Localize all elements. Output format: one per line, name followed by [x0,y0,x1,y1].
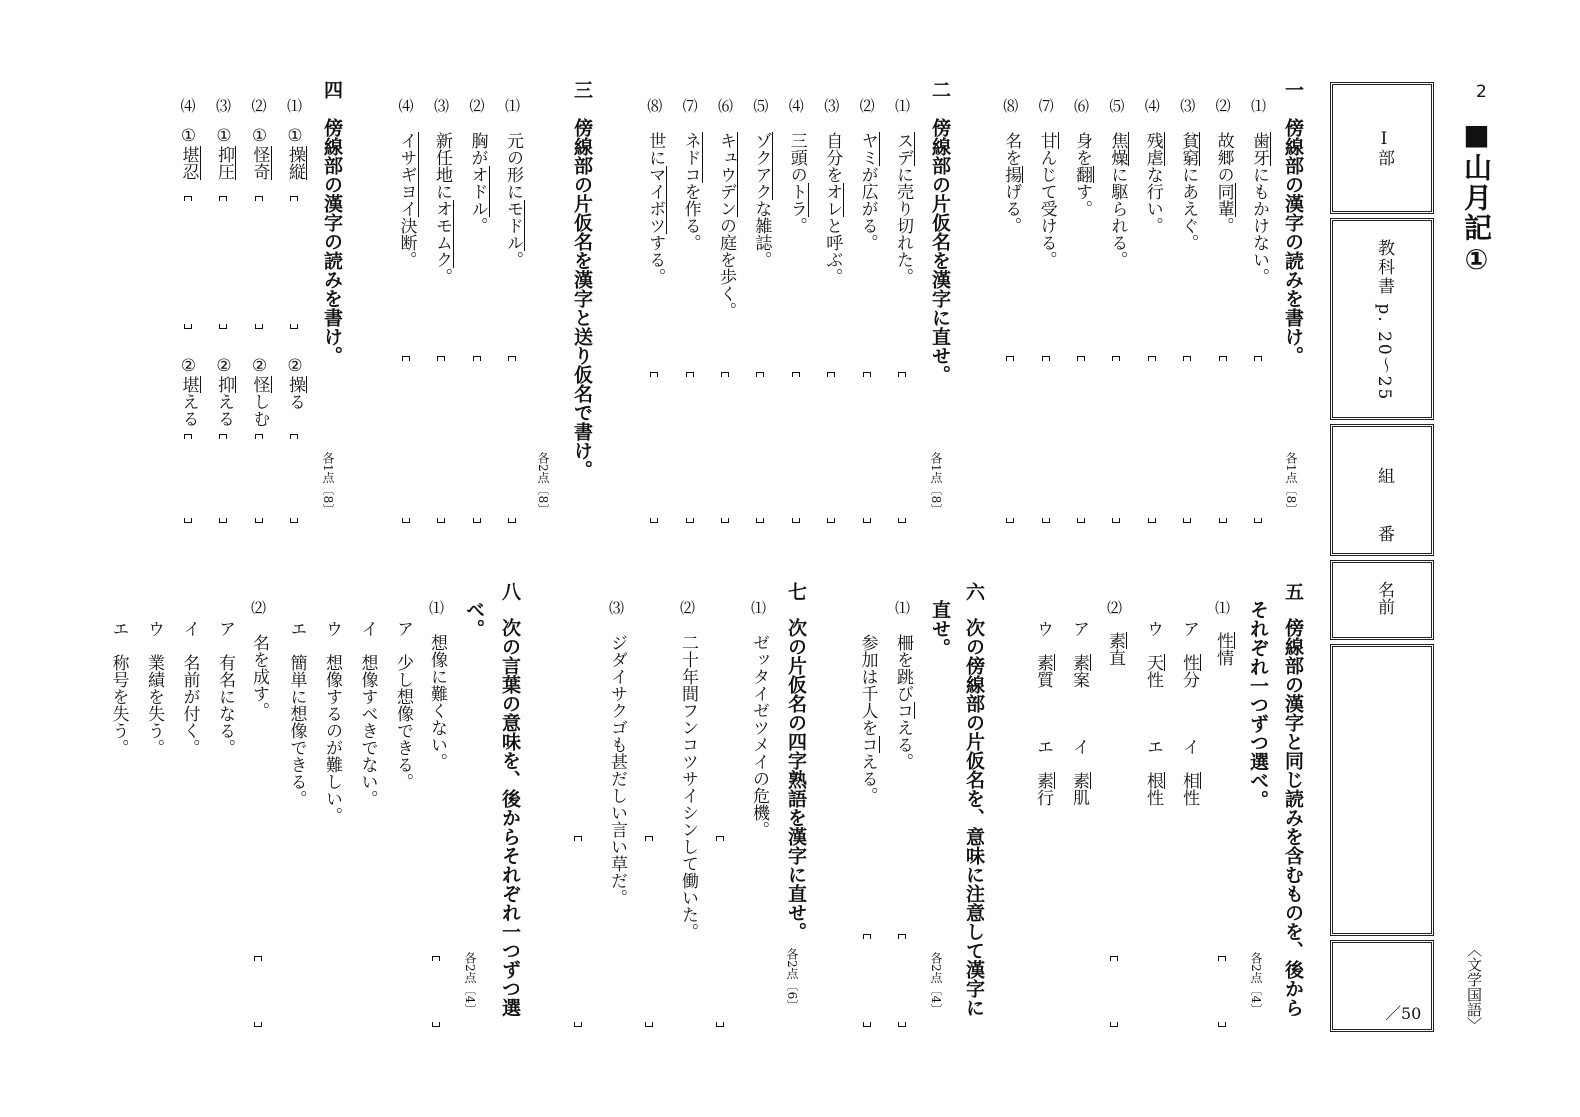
score-box [1330,940,1434,1032]
underlined-term: 素 [1105,632,1125,649]
section-2-item: 世にマイボツする。 [645,132,666,285]
section-7-item-number: ⑴ [749,600,767,615]
section-5-q2-answer-blank[interactable] [1106,956,1122,1027]
section-3-item: 新任地にオモムク。 [432,132,452,285]
section-7-item: ジダイサクゴも甚だしい言い草だ。 [607,634,627,906]
section-5-q1-number: ⑴ [1213,600,1231,615]
section-7-item-number: ⑵ [678,600,696,615]
subject-label: 〈文学国語〉 [1465,942,1483,1032]
section-8-q2-phrase: 名を成す。 [249,634,269,719]
section-3-answer-blank[interactable] [504,356,520,523]
section-2-item-number: ⑸ [751,98,770,113]
section-8-q2-option[interactable]: イ 名前が付く。 [179,620,200,756]
section-4-answer-blank-b[interactable] [215,434,231,523]
section-6-answer-blank[interactable] [859,934,875,1027]
section-3-item: 胸がオドル。 [467,132,488,234]
section-8-q2-answer-blank[interactable] [250,956,266,1027]
section-3-instruction: 傍線部の片仮名を漢字と送り仮名で書け。 [571,118,593,479]
section-8-q1-option[interactable]: ウ 想像するのが難しい。 [322,620,342,824]
part-box [1330,82,1434,214]
section-4-word-b: ②操る [285,356,305,410]
underlined-term: ヤミ [857,132,878,166]
section-5-q2-option[interactable]: イ 素肌 [1069,738,1089,806]
section-8-q1-option[interactable]: ア 少し想像できる。 [393,620,413,790]
section-5-instruction-line2: それぞれ一つずつ選べ。 [1247,600,1269,809]
section-8-q2-option[interactable]: ア 有名になる。 [215,620,235,756]
section-3-answer-blank[interactable] [433,356,449,523]
page-number: 2 [1476,82,1487,102]
section-8-q1-number: ⑴ [427,600,445,615]
section-4-word-b: ②怪しむ [249,356,270,427]
name-label: 名前 [1374,581,1394,615]
section-1-answer-blank[interactable] [1002,356,1018,523]
section-2-item: キュウデンの庭を歩く。 [716,132,736,319]
section-2-answer-blank[interactable] [823,372,839,523]
section-2-item: 三頭のトラ。 [786,132,807,234]
section-1-item: 名を揚げる。 [1001,132,1022,234]
section-2-item-number: ⑹ [716,98,734,113]
section-4-word-a: ①堪忍 [178,126,199,180]
section-6-instruction-line1: 次の傍線部の片仮名を、意味に注意して漢字に [963,618,985,1017]
name-box [1330,560,1434,640]
underlined-term: 歯牙 [1249,132,1269,166]
section-2-item: ゾクアクな雑誌。 [751,132,772,268]
section-1-item: 残虐な行い。 [1142,132,1163,234]
section-6-item-number: ⑴ [893,600,911,615]
section-5-q1-option[interactable]: ウ 天性 [1143,620,1163,688]
section-5-q1-option[interactable]: ア 性分 [1179,620,1199,688]
section-8-q1-phrase: 想像に難くない。 [427,634,447,770]
section-3-answer-blank[interactable] [469,356,485,523]
underlined-term: 甘 [1036,132,1057,149]
section-2-instruction: 傍線部の片仮名を漢字に直せ。 [929,118,951,384]
section-2-item: 自分をオレと呼ぶ。 [822,132,843,285]
section-4-answer-blank-a[interactable] [215,196,231,329]
section-3-item: イサギヨイ決断。 [396,132,417,268]
section-5-q2-number: ⑵ [1105,600,1123,615]
section-6-item: 柵を跳びコえる。 [893,634,913,770]
section-1-item-number: ⑷ [1142,98,1161,113]
section-7-number: 七 [785,582,807,601]
underlined-term: オモムク [432,200,452,268]
section-3-item-number: ⑶ [432,98,450,113]
section-4-item-number: ⑴ [285,98,303,113]
section-8-q1-option[interactable]: イ 想像すべきでない。 [357,620,378,807]
section-2-item: ヤミが広がる。 [857,132,878,251]
underlined-term: イサギヨイ [396,132,417,217]
section-7-item: ゼッタイゼツメイの危機。 [749,634,769,838]
section-1-item: 焦燥に駆られる。 [1107,132,1128,268]
section-1-answer-blank[interactable] [1073,356,1089,523]
section-1-item-number: ⑹ [1072,98,1090,113]
section-4-word-a: ①抑圧 [214,126,234,180]
section-1-item-number: ⑸ [1107,98,1126,113]
section-2-answer-blank[interactable] [894,372,910,523]
score-label: ／50 [1385,1004,1422,1023]
section-1-answer-blank[interactable] [1179,356,1195,523]
underlined-term: 同輩 [1213,183,1234,217]
textbook-box [1330,218,1434,420]
section-4-word-a: ①怪奇 [249,126,270,180]
section-1-item-number: ⑻ [1001,98,1020,113]
section-2-number: 二 [929,80,951,99]
section-8-number: 八 [499,582,521,601]
section-6-points: 各2点〔4〕 [929,952,943,1016]
section-1-answer-blank[interactable] [1038,356,1054,523]
section-5-q1-option[interactable]: エ 根性 [1143,738,1163,806]
section-7-answer-blank[interactable] [712,836,728,1027]
section-1-points: 各1点〔8〕 [1284,452,1298,516]
section-1-item: 歯牙にもかけない。 [1249,132,1269,285]
section-5-q2-option[interactable]: エ 素行 [1033,738,1053,806]
underlined-term: キュウデン [716,132,736,217]
section-5-q1-answer-blank[interactable] [1214,956,1230,1027]
section-1-answer-blank[interactable] [1144,356,1160,523]
underlined-term: 貧窮 [1178,132,1199,166]
section-1-item-number: ⑺ [1036,98,1055,113]
section-2-item-number: ⑺ [680,98,699,113]
underlined-term: 翻 [1072,166,1092,183]
section-1-item: 身を翻す。 [1072,132,1092,217]
section-1-number: 一 [1282,80,1304,99]
underlined-term: 性 [1213,632,1233,649]
section-1-instruction: 傍線部の漢字の読みを書け。 [1282,118,1304,365]
section-2-answer-blank[interactable] [788,372,804,523]
underlined-term: マイボツ [645,166,666,234]
section-3-item: 元の形にモドル。 [503,132,523,268]
section-4-item-number: ⑷ [178,98,197,113]
worksheet-title: ■山月記① [1460,118,1493,278]
section-1-answer-blank[interactable] [1108,356,1124,523]
section-4-word-a: ①操縦 [285,126,305,180]
underlined-term: 残虐 [1142,132,1163,166]
section-4-answer-blank-a[interactable] [251,196,267,329]
section-4-answer-blank-b[interactable] [180,434,196,523]
section-3-number: 三 [571,80,593,99]
name-field[interactable] [1330,644,1434,936]
underlined-term: モドル [503,200,523,251]
underlined-term: スデ [893,132,913,166]
section-7-item: 二十年間フンコツサイシンして働いた。 [678,634,698,940]
section-5-points: 各2点〔4〕 [1249,952,1263,1016]
underlined-term: コ [893,702,913,719]
section-4-answer-blank-a[interactable] [286,196,302,329]
section-7-answer-blank[interactable] [570,836,586,1027]
part-label: Ⅰ部 [1374,129,1394,166]
section-4-answer-blank-b[interactable] [251,434,267,523]
section-4-word-b: ②堪える [178,356,199,427]
section-5-q2-option[interactable]: ウ 素質 [1033,620,1053,688]
section-3-points: 各2点〔8〕 [536,452,550,516]
section-4-answer-blank-a[interactable] [180,196,196,329]
section-8-points: 各2点〔4〕 [463,952,477,1016]
section-8-instruction-line2: べ。 [463,600,485,638]
section-2-item-number: ⑷ [786,98,805,113]
section-3-item-number: ⑴ [503,98,521,113]
section-5-q1-option[interactable]: イ 相性 [1179,738,1199,806]
class-number-box [1330,424,1434,556]
underlined-term: コ [857,736,878,753]
section-4-word-b: ②抑える [214,356,234,427]
section-2-item-number: ⑴ [893,98,911,113]
section-7-item-number: ⑶ [607,600,625,615]
underlined-term: トラ [786,183,807,217]
section-4-instruction: 傍線部の漢字の読みを書け。 [321,118,343,365]
number-label: 番 [1374,525,1394,542]
section-4-item-number: ⑵ [249,98,268,113]
section-2-item: ネドコを作る。 [680,132,701,251]
section-2-answer-blank[interactable] [752,372,768,523]
section-2-answer-blank[interactable] [682,372,698,523]
section-1-answer-blank[interactable] [1215,356,1231,523]
underlined-term: ゾクアク [751,132,772,200]
section-6-instruction-line2: 直せ。 [929,600,951,657]
section-1-item-number: ⑴ [1249,98,1267,113]
section-8-q2-option[interactable]: エ 称号を失う。 [108,620,129,756]
section-1-item-number: ⑶ [1178,98,1197,113]
section-5-q2-word: 素直 [1105,632,1125,666]
section-4-answer-blank-b[interactable] [286,434,302,523]
section-2-points: 各1点〔8〕 [929,452,943,516]
section-8-q1-answer-blank[interactable] [428,956,444,1027]
underlined-term: オレ [822,183,843,217]
section-2-item-number: ⑵ [857,98,876,113]
section-1-answer-blank[interactable] [1250,356,1266,523]
section-7-answer-blank[interactable] [641,836,657,1027]
class-label: 組 [1374,467,1394,484]
section-2-item-number: ⑶ [822,98,841,113]
section-7-instruction: 次の片仮名の四字熟語を漢字に直せ。 [785,618,807,941]
underlined-term: 揚 [1001,166,1022,183]
section-6-number: 六 [963,582,985,601]
section-3-answer-blank[interactable] [398,356,414,523]
section-3-item-number: ⑵ [467,98,486,113]
textbook-label: 教科書 p. 20～25 [1374,239,1394,402]
section-8-q2-number: ⑵ [249,600,267,615]
section-5-q1-word: 性情 [1213,632,1233,666]
section-4-item-number: ⑶ [214,98,232,113]
section-2-item: スデに売り切れた。 [893,132,913,285]
section-1-item: 貧窮にあえぐ。 [1178,132,1199,251]
section-2-answer-blank[interactable] [717,372,733,523]
section-4-points: 各1点〔8〕 [321,452,335,516]
section-1-item: 故郷の同輩。 [1213,132,1234,234]
section-4-number: 四 [321,80,343,99]
section-8-q1-option[interactable]: エ 簡単に想像できる。 [286,620,307,807]
underlined-term: ネドコ [680,132,701,183]
section-5-instruction-line1: 傍線部の漢字と同じ読みを含むものを、後から [1282,618,1304,1017]
section-7-points: 各2点〔6〕 [785,948,799,1012]
underlined-term: オドル [467,166,488,217]
section-5-q2-option[interactable]: ア 素案 [1069,620,1089,688]
section-3-item-number: ⑷ [396,98,415,113]
section-8-instruction-line1: 次の言葉の意味を、後からそれぞれ一つずつ選 [499,618,521,1017]
section-2-answer-blank[interactable] [646,372,662,523]
section-1-item-number: ⑵ [1213,98,1232,113]
section-1-item: 甘んじて受ける。 [1036,132,1057,268]
section-6-answer-blank[interactable] [894,934,910,1027]
underlined-term: 焦燥 [1107,132,1128,166]
section-5-number: 五 [1282,582,1304,601]
section-2-item-number: ⑻ [645,98,664,113]
section-6-item: 参加は千人をコえる。 [857,634,878,804]
section-8-q2-option[interactable]: ウ 業績を失う。 [144,620,164,756]
section-2-answer-blank[interactable] [859,372,875,523]
